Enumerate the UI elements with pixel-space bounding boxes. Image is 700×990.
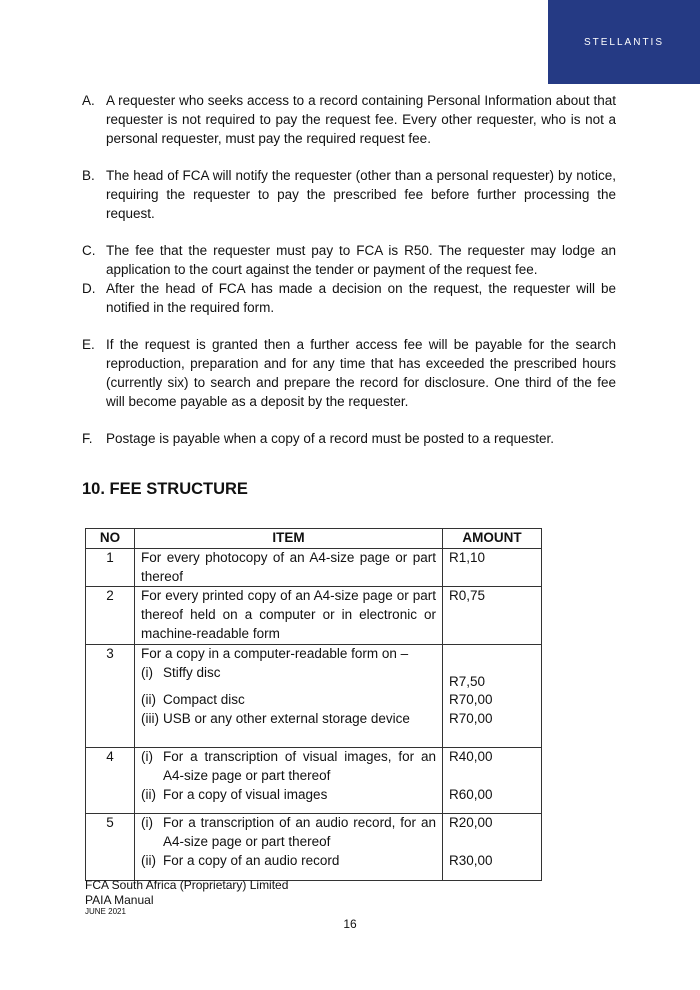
table-row: [86, 814, 542, 880]
row-item: [135, 548, 443, 587]
amount-line: R70,00: [449, 711, 493, 727]
clause-d: [82, 280, 616, 318]
row-no: 2: [86, 587, 135, 644]
clause-letter: F.: [82, 431, 93, 447]
sub-num: (i): [141, 664, 153, 680]
section-title: 10. FEE STRUCTURE: [82, 480, 248, 498]
item-text: For every printed copy of an A4-size page or part thereof held on a computer or in electronic or machine-readable form: [141, 588, 436, 641]
footer-doc-title: PAIA Manual: [85, 892, 154, 907]
sub-num: (ii): [141, 692, 156, 708]
clause-e: [82, 336, 616, 411]
clause-c: [82, 242, 616, 280]
footer-date: JUNE 2021: [85, 907, 126, 916]
sub-item: [141, 664, 436, 683]
clause-a: [82, 92, 616, 148]
row-item: [135, 747, 443, 813]
sub-num: (ii): [141, 786, 156, 802]
row-no: 5: [86, 814, 135, 880]
sub-num: (ii): [141, 852, 156, 868]
clause-letter: B.: [82, 168, 95, 184]
clause-text: The fee that the requester must pay to FCA is R50. The requester may lodge an application to the court against the tender or payment of the request fee.: [106, 243, 616, 278]
clause-letter: E.: [82, 337, 95, 353]
row-no: 4: [86, 747, 135, 813]
sub-text: Stiffy disc: [163, 664, 221, 680]
table-row: [86, 644, 542, 747]
sub-item: [141, 814, 436, 852]
clause-text: Postage is payable when a copy of a record must be posted to a requester.: [106, 431, 555, 447]
row-item: [135, 587, 443, 644]
amount-line: R70,00: [449, 692, 493, 708]
row-item: [135, 814, 443, 880]
logo-text: STELLANTIS: [583, 36, 665, 48]
sub-num: (i): [141, 815, 153, 831]
row-amount: [443, 644, 542, 747]
sub-item: [141, 710, 436, 729]
sub-num: (iii): [141, 711, 159, 727]
sub-text: Compact disc: [163, 692, 245, 708]
table-row: [86, 548, 542, 587]
clause-text: If the request is granted then a further access fee will be payable for the search reproduction, preparation and for any time that has exceeded the prescribed hours (currently six) to search and prepare the record for disclosure. One third of the fee will become payable as a deposit by the requester.: [106, 337, 616, 409]
footer-company: FCA South Africa (Proprietary) Limited: [85, 878, 289, 892]
amount-line: R60,00: [449, 786, 493, 802]
clause-b: [82, 167, 616, 223]
header-amount: AMOUNT: [443, 529, 542, 549]
item-intro: For a copy in a computer-readable form on –: [141, 645, 409, 661]
row-amount: [443, 814, 542, 880]
header-item: ITEM: [135, 529, 443, 549]
row-amount: R0,75: [443, 587, 542, 644]
clause-text: The head of FCA will notify the requester (other than a personal requester) by notice, requiring the requester to pay the prescribed fee before further processing the request.: [106, 168, 616, 221]
clause-f: [82, 430, 616, 449]
header-no: NO: [86, 529, 135, 549]
sub-text: For a copy of an audio record: [163, 852, 340, 868]
stellantis-logo: [548, 0, 700, 84]
sub-text: USB or any other external storage device: [163, 711, 410, 727]
fee-clauses: [82, 92, 616, 449]
clause-letter: D.: [82, 280, 96, 296]
page-number: 16: [343, 917, 357, 931]
amount-line: R7,50: [449, 673, 486, 689]
fee-table: [85, 528, 542, 881]
row-no: 1: [86, 548, 135, 587]
clause-letter: C.: [82, 243, 96, 259]
amount-line: R30,00: [449, 852, 493, 868]
sub-text: For a copy of visual images: [163, 786, 328, 802]
amount-line: R20,00: [449, 815, 493, 831]
table-row: [86, 587, 542, 644]
sub-item: [141, 691, 436, 710]
footer: [85, 878, 288, 917]
sub-item: [141, 748, 436, 786]
row-amount: R1,10: [443, 548, 542, 587]
amount-line: R40,00: [449, 748, 493, 764]
sub-num: (i): [141, 748, 153, 764]
sub-item: [141, 786, 436, 805]
sub-text: For a transcription of visual images, for an A4-size page or part thereof: [163, 748, 436, 783]
table-row: [86, 747, 542, 813]
row-item: [135, 644, 443, 747]
row-amount: [443, 747, 542, 813]
row-no: 3: [86, 644, 135, 747]
sub-item: [141, 852, 436, 871]
clause-text: A requester who seeks access to a record containing Personal Information about that requester is not required to pay the request fee. Every other requester, who is not a personal requester, must pay the required request fee.: [106, 93, 616, 146]
item-text: For every photocopy of an A4-size page or part thereof: [141, 549, 436, 584]
sub-text: For a transcription of an audio record, for an A4-size page or part thereof: [163, 815, 436, 850]
table-header-row: [86, 529, 542, 549]
clause-text: After the head of FCA has made a decision on the request, the requester will be notified in the required form.: [106, 280, 616, 315]
clause-letter: A.: [82, 93, 95, 108]
